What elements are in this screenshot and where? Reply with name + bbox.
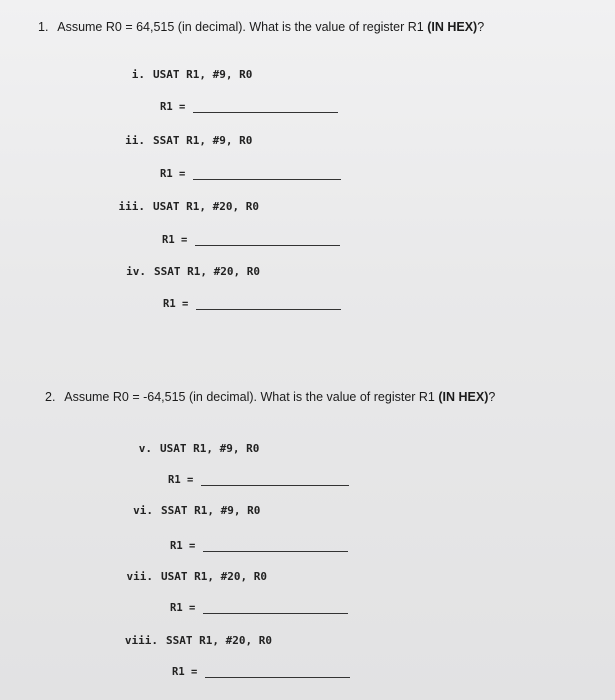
instruction-text: USAT R1, #20, R0	[161, 570, 267, 583]
answer-row	[160, 101, 338, 113]
answer-label: R1 =	[163, 298, 189, 310]
instruction-text: SSAT R1, #9, R0	[161, 504, 261, 517]
answer-row	[160, 168, 341, 180]
answer-blank[interactable]	[195, 244, 340, 246]
question-text	[64, 390, 495, 404]
answer-label: R1 =	[170, 602, 196, 614]
answer-blank[interactable]	[203, 550, 348, 552]
answer-label: R1 =	[160, 168, 186, 180]
question-number: 2.	[45, 390, 56, 404]
answer-blank[interactable]	[205, 676, 350, 678]
answer-label: R1 =	[172, 666, 198, 678]
item-number: iv.	[126, 265, 146, 278]
answer-label: R1 =	[162, 234, 188, 246]
instruction-text: SSAT R1, #20, R0	[166, 634, 272, 647]
item-number: i.	[131, 68, 145, 81]
instruction-row	[105, 200, 259, 213]
answer-blank[interactable]	[201, 484, 349, 486]
answer-row	[172, 666, 350, 678]
item-number: v.	[138, 442, 152, 455]
instruction-row	[113, 504, 260, 517]
answer-label: R1 =	[168, 474, 194, 486]
instruction-row	[112, 442, 259, 455]
answer-row	[168, 474, 349, 486]
answer-row	[162, 234, 340, 246]
item-number: viii.	[124, 634, 158, 647]
answer-label: R1 =	[170, 540, 196, 552]
item-number: iii.	[118, 200, 145, 213]
question-text-main: Assume R0 = 64,515 (in decimal). What is the value of register R1	[57, 20, 428, 34]
question-number: 1.	[38, 20, 49, 34]
instruction-row	[113, 570, 267, 583]
item-number: vii.	[126, 570, 153, 583]
question-text-bold: (IN HEX)	[427, 20, 478, 34]
answer-row	[170, 540, 348, 552]
question-1	[38, 20, 484, 34]
question-text	[57, 20, 484, 34]
question-text-main: Assume R0 = -64,515 (in decimal). What is the value of register R1	[64, 390, 439, 404]
answer-label: R1 =	[160, 101, 186, 113]
instruction-row	[105, 134, 252, 147]
answer-blank[interactable]	[193, 111, 338, 113]
answer-blank[interactable]	[196, 308, 341, 310]
instruction-row	[106, 265, 260, 278]
answer-row	[170, 602, 348, 614]
instruction-row	[113, 634, 272, 647]
answer-row	[163, 298, 341, 310]
question-text-bold: (IN HEX)	[438, 390, 489, 404]
item-number: ii.	[125, 134, 145, 147]
instruction-text: SSAT R1, #9, R0	[153, 134, 253, 147]
question-text-end: ?	[477, 20, 485, 34]
instruction-text: USAT R1, #9, R0	[160, 442, 260, 455]
question-2	[45, 390, 495, 404]
instruction-text: USAT R1, #20, R0	[153, 200, 259, 213]
question-text-end: ?	[488, 390, 496, 404]
instruction-text: USAT R1, #9, R0	[153, 68, 253, 81]
answer-blank[interactable]	[193, 178, 341, 180]
item-number: vi.	[133, 504, 153, 517]
instruction-text: SSAT R1, #20, R0	[154, 265, 260, 278]
instruction-row	[105, 68, 252, 81]
answer-blank[interactable]	[203, 612, 348, 614]
